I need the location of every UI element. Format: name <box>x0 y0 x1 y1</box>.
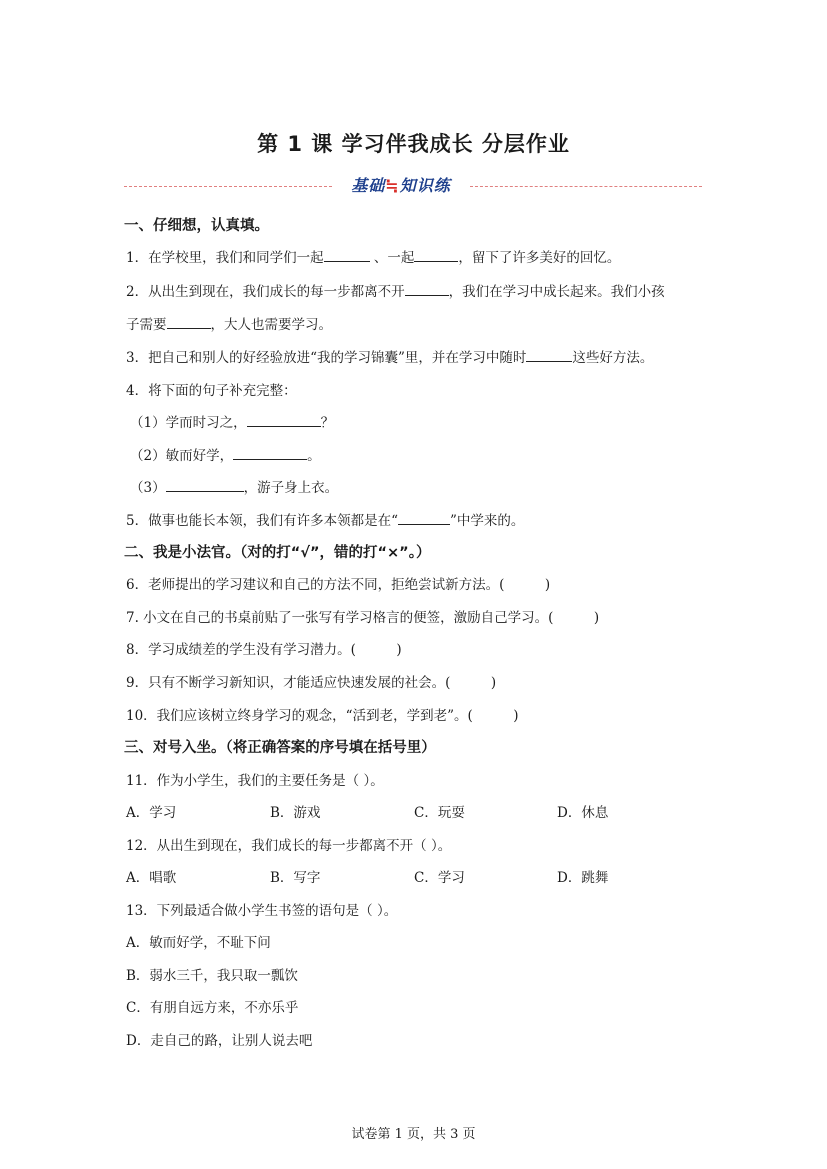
q12-option-d[interactable]: D．跳舞 <box>557 870 609 886</box>
q2-text-b: ，我们在学习中成长起来。我们小孩 <box>448 284 665 300</box>
question-4-3 <box>130 476 338 496</box>
question-11-stem: 11．作为小学生，我们的主要任务是（ ）。 <box>126 773 384 789</box>
q12-option-b[interactable]: B．写字 <box>270 870 321 886</box>
q2-blank-2[interactable] <box>167 316 211 329</box>
q11-option-d[interactable]: D．休息 <box>557 805 609 821</box>
q13-option-b[interactable]: B．弱水三千，我只取一瓢饮 <box>126 968 298 984</box>
divider-left <box>124 186 332 187</box>
q5-text-a: 5．做事也能长本领，我们有许多本领都是在“ <box>126 513 398 529</box>
q1-blank-1[interactable] <box>324 249 370 262</box>
badge-symbol: ≒ <box>385 176 400 195</box>
q4-1-blank[interactable] <box>247 414 321 427</box>
question-5 <box>126 509 524 529</box>
q3-text-a: 3．把自己和别人的好经验放进“我的学习锦囊”里，并在学习中随时 <box>126 350 527 366</box>
q12-option-a[interactable]: A．唱歌 <box>126 870 177 886</box>
q1-blank-2[interactable] <box>414 249 458 262</box>
section-2-heading: 二、我是小法官。（对的打“√”，错的打“×”。） <box>124 545 431 561</box>
question-6: 6．老师提出的学习建议和自己的方法不同，拒绝尝试新方法。( ) <box>126 577 551 593</box>
badge-left: 基础 <box>351 176 386 195</box>
section-3-heading: 三、对号入坐。（将正确答案的序号填在括号里） <box>124 740 436 756</box>
q4-3-text-a: （3） <box>130 480 166 496</box>
q13-option-a[interactable]: A．敏而好学，不耻下问 <box>126 935 271 951</box>
q4-2-blank[interactable] <box>233 447 307 460</box>
q1-text-a: 1．在学校里，我们和同学们一起 <box>126 250 324 266</box>
q11-option-c[interactable]: C．玩耍 <box>414 805 465 821</box>
q3-text-b: 这些好方法。 <box>572 350 654 366</box>
question-13-stem: 13．下列最适合做小学生书签的语句是（ ）。 <box>126 903 398 919</box>
q2-text-c: 子需要 <box>126 317 167 333</box>
question-7: 7. 小文在自己的书桌前贴了一张写有学习格言的便签，激励自己学习。( ) <box>126 610 600 626</box>
q11-option-b[interactable]: B．游戏 <box>270 805 321 821</box>
q2-text-a: 2．从出生到现在，我们成长的每一步都离不开 <box>126 284 405 300</box>
page-title: 第 1 课 学习伴我成长 分层作业 <box>257 132 570 156</box>
question-4: 4．将下面的句子补充完整： <box>126 383 297 399</box>
question-4-2 <box>130 444 321 464</box>
q2-text-d: ，大人也需要学习。 <box>210 317 332 333</box>
question-10: 10．我们应该树立终身学习的观念，“活到老，学到老”。( ) <box>126 708 519 724</box>
page-footer: 试卷第 1 页，共 3 页 <box>351 1127 476 1142</box>
q2-blank-1[interactable] <box>405 283 449 296</box>
question-9: 9．只有不断学习新知识，才能适应快速发展的社会。( ) <box>126 675 497 691</box>
question-1 <box>126 246 620 266</box>
q4-2-text-a: （2）敏而好学， <box>130 448 234 464</box>
question-3 <box>126 346 653 366</box>
section-1-heading: 一、仔细想，认真填。 <box>124 218 269 234</box>
q4-3-text-b: ，游子身上衣。 <box>243 480 339 496</box>
q4-3-blank[interactable] <box>166 479 244 492</box>
q5-text-b: ”中学来的。 <box>450 513 525 529</box>
question-8: 8．学习成绩差的学生没有学习潜力。( ) <box>126 642 402 658</box>
q12-option-c[interactable]: C．学习 <box>414 870 465 886</box>
q5-blank[interactable] <box>398 512 450 525</box>
q13-option-d[interactable]: D．走自己的路，让别人说去吧 <box>126 1033 313 1049</box>
q1-text-b: 、一起 <box>369 250 415 266</box>
q4-2-text-b: 。 <box>307 448 321 464</box>
q4-1-text-b: ？ <box>320 415 335 431</box>
section-badge <box>336 174 466 198</box>
question-2-line-2 <box>126 313 332 333</box>
question-4-1 <box>130 411 334 431</box>
question-2-line-1 <box>126 280 665 300</box>
divider-right <box>470 186 702 187</box>
question-12-stem: 12．从出生到现在，我们成长的每一步都离不开（ ）。 <box>126 838 452 854</box>
badge-right: 知识练 <box>399 176 451 195</box>
q11-option-a[interactable]: A．学习 <box>126 805 177 821</box>
q13-option-c[interactable]: C．有朋自远方来，不亦乐乎 <box>126 1000 299 1016</box>
q1-text-c: ，留下了许多美好的回忆。 <box>458 250 621 266</box>
q3-blank[interactable] <box>526 349 572 362</box>
q4-1-text-a: （1）学而时习之， <box>130 415 247 431</box>
